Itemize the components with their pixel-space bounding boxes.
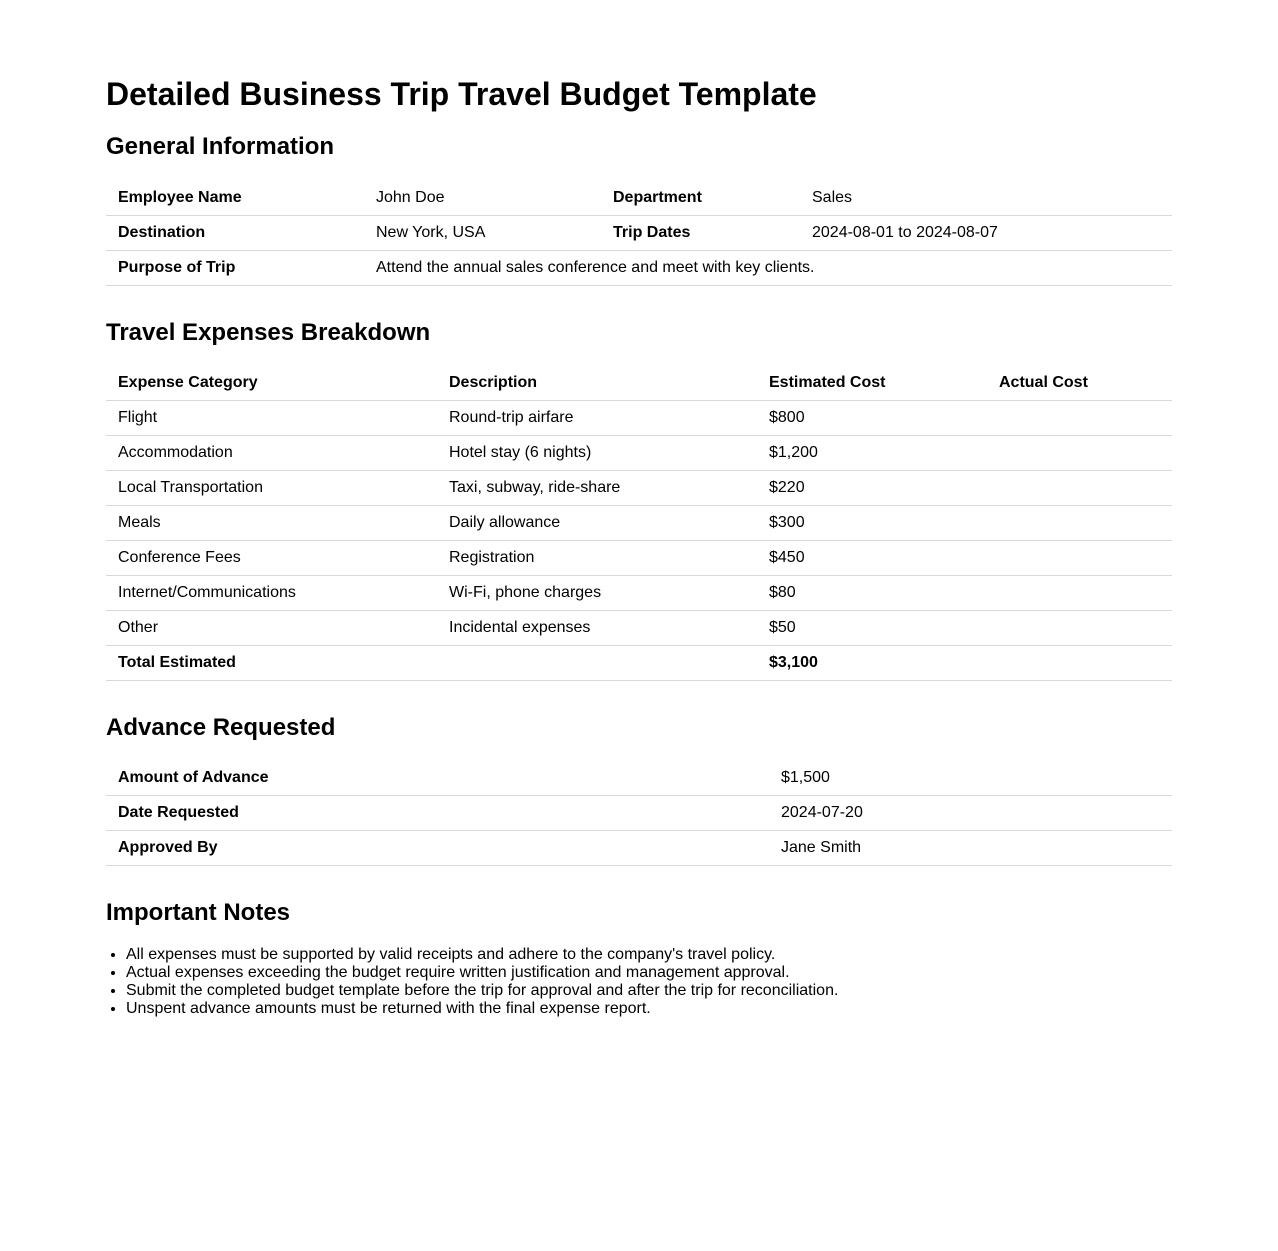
list-item: • All expenses must be supported by valid receipts and adhere to the company's travel policy. — [126, 946, 838, 964]
advance-requested-table — [106, 761, 1172, 866]
approved-by-value: Jane Smith — [769, 831, 1172, 866]
list-item: • Unspent advance amounts must be returned with the final expense report. — [126, 1000, 838, 1018]
date-requested-value: 2024-07-20 — [769, 796, 1172, 831]
estimated-cost-cell: $80 — [757, 576, 987, 611]
actual-cost-cell — [987, 436, 1172, 471]
table-row — [106, 216, 1172, 251]
amount-of-advance-label: Amount of Advance — [106, 761, 769, 796]
column-header-description: Description — [437, 366, 757, 401]
list-item: • Submit the completed budget template before the trip for approval and after the trip for reconciliation. — [126, 982, 838, 1000]
destination-label: Destination — [106, 216, 364, 251]
actual-cost-cell — [987, 576, 1172, 611]
page-title: Detailed Business Trip Travel Budget Template — [106, 76, 817, 112]
estimated-cost-cell: $1,200 — [757, 436, 987, 471]
general-information-heading: General Information — [106, 133, 335, 160]
actual-cost-cell — [987, 541, 1172, 576]
list-item: • Actual expenses exceeding the budget require written justification and management approval. — [126, 964, 838, 982]
table-row — [106, 576, 1172, 611]
total-actual-cell — [987, 646, 1172, 681]
actual-cost-cell — [987, 401, 1172, 436]
estimated-cost-cell: $50 — [757, 611, 987, 646]
table-row — [106, 471, 1172, 506]
expense-category-cell: Accommodation — [106, 436, 437, 471]
department-label: Department — [601, 181, 800, 216]
expense-description-cell: Taxi, subway, ride-share — [437, 471, 757, 506]
actual-cost-cell — [987, 611, 1172, 646]
column-header-expense-category: Expense Category — [106, 366, 437, 401]
employee-name-value: John Doe — [364, 181, 601, 216]
expense-category-cell: Internet/Communications — [106, 576, 437, 611]
amount-of-advance-value: $1,500 — [769, 761, 1172, 796]
table-row — [106, 506, 1172, 541]
column-header-actual-cost: Actual Cost — [987, 366, 1172, 401]
table-row — [106, 251, 1172, 286]
estimated-cost-cell: $220 — [757, 471, 987, 506]
expense-category-cell: Meals — [106, 506, 437, 541]
table-header-row — [106, 366, 1172, 401]
total-estimated-value: $3,100 — [757, 646, 987, 681]
expense-category-cell: Local Transportation — [106, 471, 437, 506]
total-description-cell — [437, 646, 757, 681]
important-notes-heading: Important Notes — [106, 899, 291, 926]
table-row — [106, 611, 1172, 646]
table-row — [106, 796, 1172, 831]
table-row — [106, 541, 1172, 576]
expense-description-cell: Incidental expenses — [437, 611, 757, 646]
approved-by-label: Approved By — [106, 831, 769, 866]
date-requested-label: Date Requested — [106, 796, 769, 831]
expense-description-cell: Daily allowance — [437, 506, 757, 541]
actual-cost-cell — [987, 471, 1172, 506]
department-value: Sales — [800, 181, 1172, 216]
column-header-estimated-cost: Estimated Cost — [757, 366, 987, 401]
important-notes-list — [106, 946, 838, 1018]
total-row — [106, 646, 1172, 681]
advance-requested-heading: Advance Requested — [106, 714, 336, 741]
expense-description-cell: Registration — [437, 541, 757, 576]
employee-name-label: Employee Name — [106, 181, 364, 216]
table-row — [106, 436, 1172, 471]
estimated-cost-cell: $450 — [757, 541, 987, 576]
trip-dates-label: Trip Dates — [601, 216, 800, 251]
expense-description-cell: Round-trip airfare — [437, 401, 757, 436]
purpose-label: Purpose of Trip — [106, 251, 364, 286]
travel-expenses-table — [106, 366, 1172, 681]
destination-value: New York, USA — [364, 216, 601, 251]
general-information-table — [106, 181, 1172, 286]
actual-cost-cell — [987, 506, 1172, 541]
expense-category-cell: Flight — [106, 401, 437, 436]
expense-category-cell: Conference Fees — [106, 541, 437, 576]
table-row — [106, 401, 1172, 436]
table-row — [106, 181, 1172, 216]
expense-description-cell: Hotel stay (6 nights) — [437, 436, 757, 471]
trip-dates-value: 2024-08-01 to 2024-08-07 — [800, 216, 1172, 251]
table-row — [106, 761, 1172, 796]
total-estimated-label: Total Estimated — [106, 646, 437, 681]
table-row — [106, 831, 1172, 866]
purpose-value: Attend the annual sales conference and meet with key clients. — [364, 251, 1172, 286]
expense-category-cell: Other — [106, 611, 437, 646]
expense-description-cell: Wi-Fi, phone charges — [437, 576, 757, 611]
estimated-cost-cell: $300 — [757, 506, 987, 541]
travel-expenses-heading: Travel Expenses Breakdown — [106, 319, 431, 346]
estimated-cost-cell: $800 — [757, 401, 987, 436]
